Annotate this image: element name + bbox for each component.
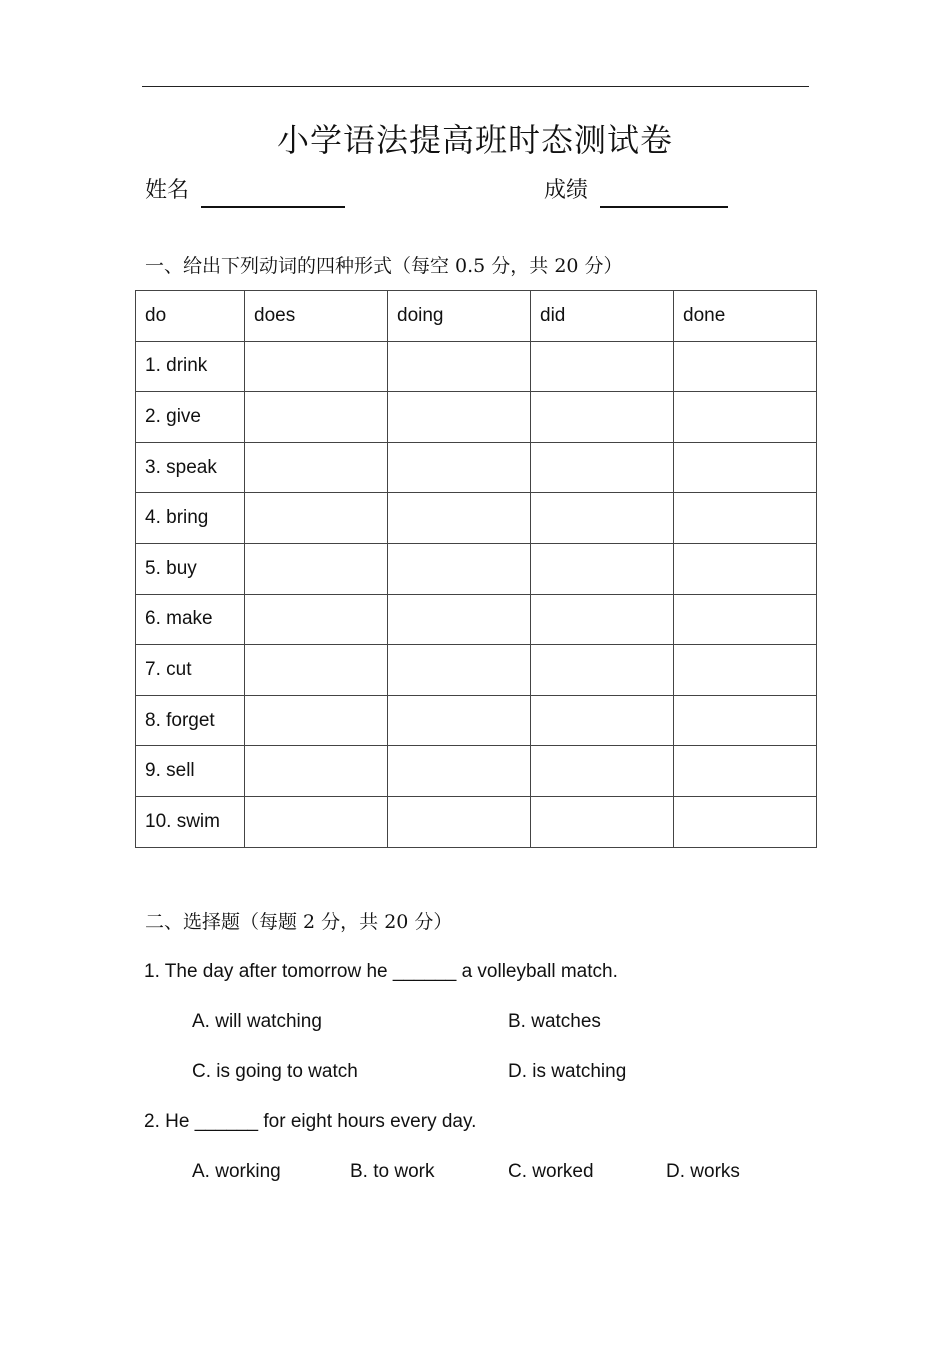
answer-cell[interactable] bbox=[531, 341, 674, 392]
name-field bbox=[145, 174, 345, 208]
section1-heading: 一、给出下列动词的四种形式（每空 0.5 分，共 20 分） bbox=[145, 255, 623, 277]
answer-cell[interactable] bbox=[245, 341, 388, 392]
answer-cell[interactable] bbox=[245, 392, 388, 443]
question-1-option-d[interactable]: D. is watching bbox=[508, 1061, 627, 1082]
answer-cell[interactable] bbox=[531, 746, 674, 797]
answer-cell[interactable] bbox=[531, 645, 674, 696]
verb-cell: 4. bring bbox=[136, 493, 245, 544]
answer-cell[interactable] bbox=[531, 442, 674, 493]
answer-cell[interactable] bbox=[674, 493, 817, 544]
table-row bbox=[136, 493, 817, 544]
answer-cell[interactable] bbox=[245, 645, 388, 696]
answer-cell[interactable] bbox=[388, 645, 531, 696]
question-2-option-d[interactable]: D. works bbox=[666, 1161, 740, 1182]
answer-cell[interactable] bbox=[388, 442, 531, 493]
answer-cell[interactable] bbox=[531, 796, 674, 847]
question-2-option-a[interactable]: A. working bbox=[192, 1161, 281, 1182]
name-label: 姓名 bbox=[145, 178, 190, 203]
answer-cell[interactable] bbox=[531, 594, 674, 645]
header-cell: do bbox=[136, 291, 245, 342]
question-1-option-a[interactable]: A. will watching bbox=[192, 1011, 322, 1032]
answer-cell[interactable] bbox=[674, 543, 817, 594]
answer-cell[interactable] bbox=[388, 695, 531, 746]
question-1-option-b[interactable]: B. watches bbox=[508, 1011, 601, 1032]
table-row bbox=[136, 442, 817, 493]
verb-cell: 10. swim bbox=[136, 796, 245, 847]
answer-cell[interactable] bbox=[674, 594, 817, 645]
answer-cell[interactable] bbox=[674, 341, 817, 392]
answer-cell[interactable] bbox=[531, 392, 674, 443]
header-cell: does bbox=[245, 291, 388, 342]
answer-cell[interactable] bbox=[388, 493, 531, 544]
answer-cell[interactable] bbox=[245, 594, 388, 645]
verb-cell: 3. speak bbox=[136, 442, 245, 493]
answer-cell[interactable] bbox=[674, 746, 817, 797]
table-row bbox=[136, 594, 817, 645]
question-1-text: 1. The day after tomorrow he ______ a volleyball match. bbox=[144, 961, 618, 982]
question-1-option-c[interactable]: C. is going to watch bbox=[192, 1061, 358, 1082]
answer-cell[interactable] bbox=[531, 493, 674, 544]
score-blank[interactable] bbox=[600, 180, 728, 208]
table-row bbox=[136, 645, 817, 696]
table-row bbox=[136, 392, 817, 443]
verb-cell: 9. sell bbox=[136, 746, 245, 797]
answer-cell[interactable] bbox=[388, 746, 531, 797]
header-rule bbox=[142, 86, 809, 87]
table-row bbox=[136, 543, 817, 594]
answer-cell[interactable] bbox=[245, 695, 388, 746]
answer-cell[interactable] bbox=[388, 796, 531, 847]
table-row bbox=[136, 746, 817, 797]
verb-cell: 5. buy bbox=[136, 543, 245, 594]
verb-cell: 8. forget bbox=[136, 695, 245, 746]
answer-cell[interactable] bbox=[388, 594, 531, 645]
section2-heading: 二、选择题（每题 2 分，共 20 分） bbox=[145, 911, 453, 933]
table-row bbox=[136, 796, 817, 847]
answer-cell[interactable] bbox=[245, 543, 388, 594]
answer-cell[interactable] bbox=[674, 392, 817, 443]
answer-cell[interactable] bbox=[388, 341, 531, 392]
question-2-option-c[interactable]: C. worked bbox=[508, 1161, 594, 1182]
answer-cell[interactable] bbox=[245, 796, 388, 847]
table-header-row bbox=[136, 291, 817, 342]
answer-cell[interactable] bbox=[674, 442, 817, 493]
verb-cell: 6. make bbox=[136, 594, 245, 645]
header-cell: did bbox=[531, 291, 674, 342]
verb-forms-table bbox=[135, 290, 817, 848]
page-title: 小学语法提高班时态测试卷 bbox=[276, 121, 673, 159]
answer-cell[interactable] bbox=[674, 645, 817, 696]
answer-cell[interactable] bbox=[388, 543, 531, 594]
header-cell: doing bbox=[388, 291, 531, 342]
verb-cell: 1. drink bbox=[136, 341, 245, 392]
answer-cell[interactable] bbox=[531, 695, 674, 746]
question-2-option-b[interactable]: B. to work bbox=[350, 1161, 435, 1182]
verb-cell: 2. give bbox=[136, 392, 245, 443]
answer-cell[interactable] bbox=[531, 543, 674, 594]
name-blank[interactable] bbox=[201, 180, 345, 208]
answer-cell[interactable] bbox=[674, 796, 817, 847]
score-label: 成绩 bbox=[544, 178, 589, 203]
table-row bbox=[136, 341, 817, 392]
answer-cell[interactable] bbox=[245, 746, 388, 797]
answer-cell[interactable] bbox=[388, 392, 531, 443]
answer-cell[interactable] bbox=[245, 493, 388, 544]
header-cell: done bbox=[674, 291, 817, 342]
score-field bbox=[544, 174, 728, 208]
question-2-text: 2. He ______ for eight hours every day. bbox=[144, 1111, 477, 1132]
answer-cell[interactable] bbox=[674, 695, 817, 746]
answer-cell[interactable] bbox=[245, 442, 388, 493]
verb-cell: 7. cut bbox=[136, 645, 245, 696]
table-row bbox=[136, 695, 817, 746]
